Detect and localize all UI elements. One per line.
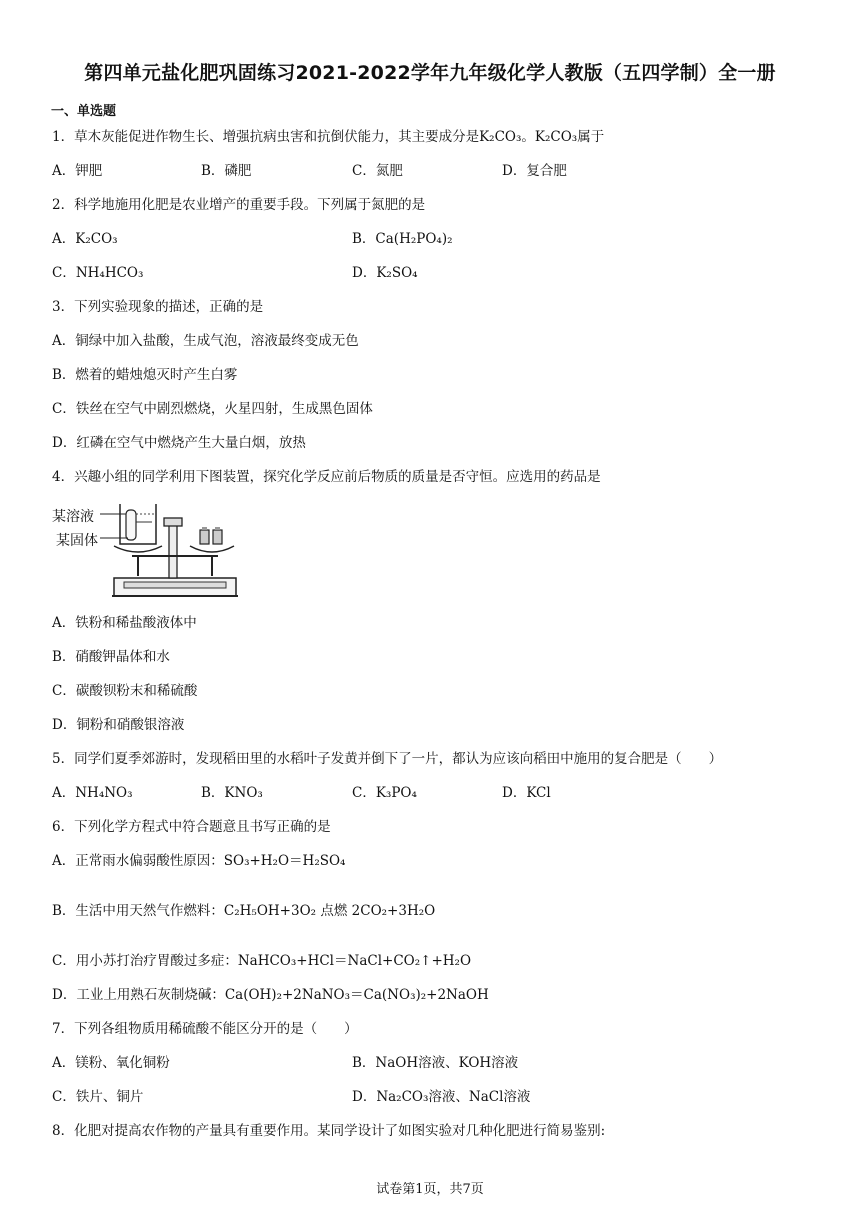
- q1-option-d: D．复合肥: [502, 163, 567, 179]
- q2-option-b: B．Ca(H₂PO₄)₂: [352, 231, 453, 247]
- q5-option-d: D．KCl: [502, 785, 551, 801]
- question-4-stem: 4．兴趣小组的同学利用下图装置，探究化学反应前后物质的质量是否守恒。应选用的药品是: [52, 469, 601, 485]
- question-5-stem: 5．同学们夏季郊游时，发现稻田里的水稻叶子发黄并倒下了一片，都认为应该向稻田中施用的复合肥是（ ）: [52, 751, 723, 767]
- q2-option-d: D．K₂SO₄: [352, 265, 418, 281]
- q3-option-a: A．铜绿中加入盐酸，生成气泡，溶液最终变成无色: [52, 333, 359, 349]
- q2-option-c: C．NH₄HCO₃: [52, 265, 144, 281]
- question-7-stem: 7．下列各组物质用稀硫酸不能区分开的是（ ）: [52, 1021, 358, 1037]
- q4-option-c: C．碳酸钡粉末和稀硫酸: [52, 683, 198, 699]
- q6-option-c: C．用小苏打治疗胃酸过多症：NaHCO₃+HCl＝NaCl+CO₂↑+H₂O: [52, 953, 472, 969]
- balance-apparatus-figure: [52, 500, 242, 604]
- q7-option-c: C．铁片、铜片: [52, 1089, 144, 1105]
- q5-option-a: A．NH₄NO₃: [52, 785, 133, 801]
- q5-option-c: C．K₃PO₄: [352, 785, 417, 801]
- q7-option-d: D．Na₂CO₃溶液、NaCl溶液: [352, 1089, 531, 1105]
- q5-option-b: B．KNO₃: [201, 785, 263, 801]
- figure-label-solid: 某固体: [56, 533, 98, 549]
- q1-option-c: C．氮肥: [352, 163, 403, 179]
- q2-option-a: A．K₂CO₃: [52, 231, 118, 247]
- question-2-stem: 2．科学地施用化肥是农业增产的重要手段。下列属于氮肥的是: [52, 197, 426, 213]
- q7-option-a: A．镁粉、氧化铜粉: [52, 1055, 170, 1071]
- question-6-stem: 6．下列化学方程式中符合题意且书写正确的是: [52, 819, 331, 835]
- q3-option-d: D．红磷在空气中燃烧产生大量白烟，放热: [52, 435, 306, 451]
- q6-option-d: D．工业上用熟石灰制烧碱：Ca(OH)₂+2NaNO₃＝Ca(NO₃)₂+2NaOH: [52, 987, 489, 1003]
- q3-option-c: C．铁丝在空气中剧烈燃烧，火星四射，生成黑色固体: [52, 401, 373, 417]
- question-3-stem: 3．下列实验现象的描述，正确的是: [52, 299, 264, 315]
- page-footer: 试卷第1页，共7页: [376, 1182, 484, 1197]
- q4-option-b: B．硝酸钾晶体和水: [52, 649, 170, 665]
- question-8-stem: 8．化肥对提高农作物的产量具有重要作用。某同学设计了如图实验对几种化肥进行简易鉴别:: [52, 1123, 606, 1139]
- page-title: 第四单元盐化肥巩固练习2021-2022学年九年级化学人教版（五四学制）全一册: [84, 62, 776, 84]
- section-heading: 一、单选题: [51, 104, 117, 119]
- q6-option-b: B．生活中用天然气作燃料：C₂H₅OH+3O₂ 点燃 2CO₂+3H₂O: [52, 903, 436, 919]
- question-1-stem: 1．草木灰能促进作物生长、增强抗病虫害和抗倒伏能力，其主要成分是K₂CO₃。K₂CO₃属于: [52, 129, 605, 145]
- q4-option-a: A．铁粉和稀盐酸液体中: [52, 615, 197, 631]
- q6-option-a: A．正常雨水偏弱酸性原因：SO₃+H₂O＝H₂SO₄: [52, 853, 346, 869]
- q7-option-b: B．NaOH溶液、KOH溶液: [352, 1055, 519, 1071]
- figure-label-solution: 某溶液: [52, 509, 94, 525]
- q3-option-b: B．燃着的蜡烛熄灭时产生白雾: [52, 367, 238, 383]
- q4-option-d: D．铜粉和硝酸银溶液: [52, 717, 185, 733]
- q1-option-a: A．钾肥: [52, 163, 103, 179]
- q1-option-b: B．磷肥: [201, 163, 252, 179]
